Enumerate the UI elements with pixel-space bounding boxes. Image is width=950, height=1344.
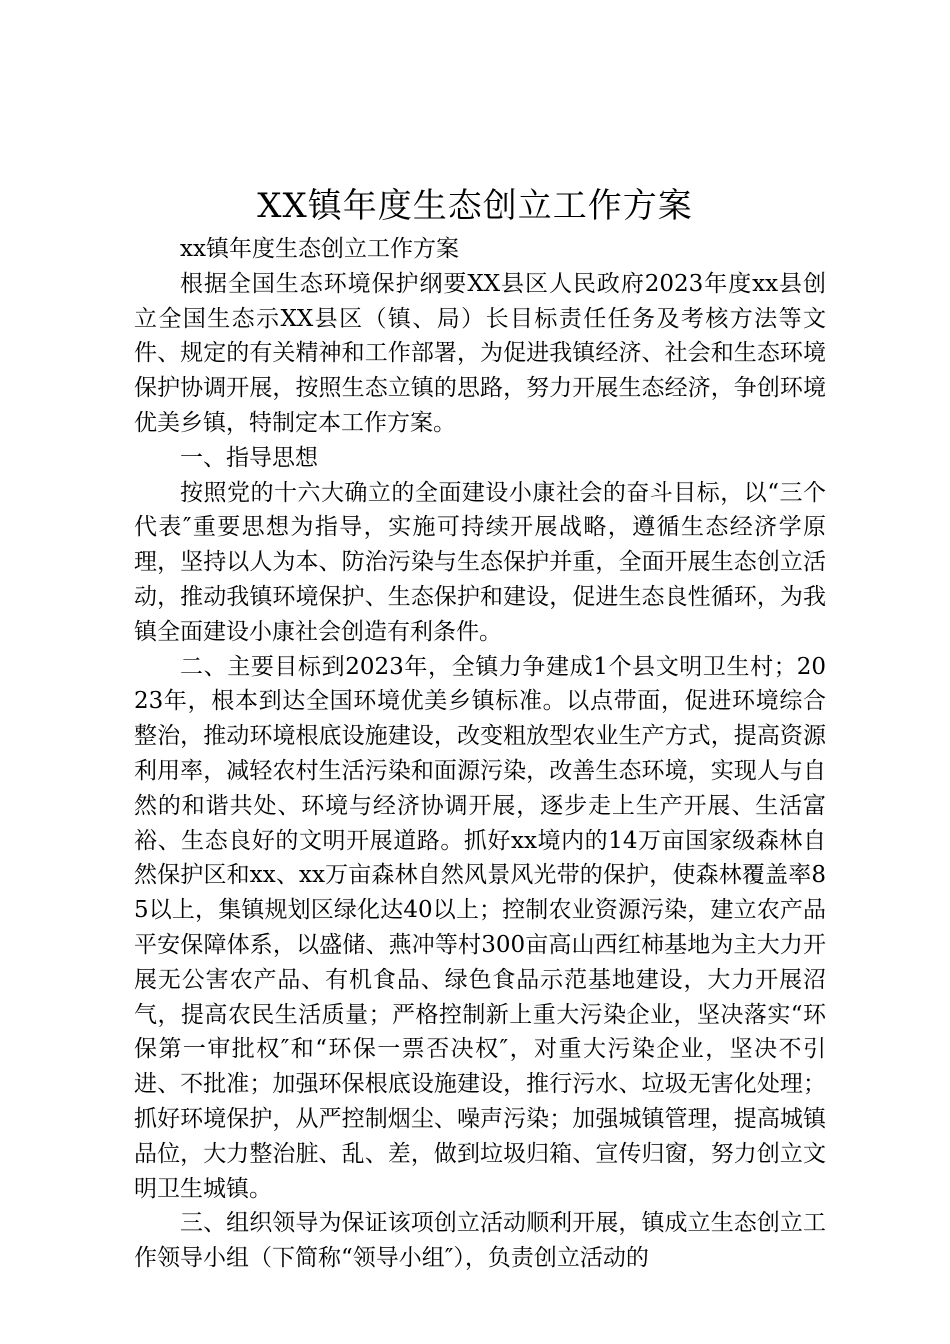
intro-paragraph: 根据全国生态环境保护纲要XX县区人民政府2023年度xx县创立全国生态示XX县区（镇、局）长目标责任任务及考核方法等文件、规定的有关精神和工作部署，为促进我镇经济、社会和生态环境保护协调开展，按照生态立镇的思路，努力开展生态经济，争创环境优美乡镇，特制定本工作方案。 [134, 270, 826, 436]
organization-paragraph: 三、组织领导为保证该项创立活动顺利开展，镇成立生态创立工作领导小组（下简称“领导小组″），负责创立活动的 [134, 1210, 826, 1272]
guiding-ideology-paragraph: 按照党的十六大确立的全面建设小康社会的奋斗目标，以“三个代表″重要思想为指导，实施可持续开展战略，遵循生态经济学原理，坚持以人为本、防治污染与生态保护并重，全面开展生态创立活动，推动我镇环境保护、生态保护和建设，促进生态良性循环，为我镇全面建设小康社会创造有利条件。 [134, 479, 826, 645]
document-title: XX镇年度生态创立工作方案 [257, 186, 693, 226]
section-heading-guiding-ideology: 一、指导思想 [180, 444, 318, 471]
main-goals-paragraph: 二、主要目标到2023年，全镇力争建成1个县文明卫生村；2023年，根本到达全国环境优美乡镇标准。以点带面，促进环境综合整治，推动环境根底设施建设，改变粗放型农业生产方式，提高资源利用率，减轻农村生活污染和面源污染，改善生态环境，实现人与自然的和谐共处、环境与经济协调开展，逐步走上生产开展、生活富裕、生态良好的文明开展道路。抓好xx境内的14万亩国家级森林自然保护区和xx、xx万亩森林自然风景风光带的保护，使森林覆盖率85以上，集镇规划区绿化达40以上；控制农业资源污染，建立农产品平安保障体系，以盛储、燕冲等村300亩高山西红柿基地为主大力开展无公害农产品、有机食品、绿色食品示范基地建设，大力开展沼气，提高农民生活质量；严格控制新上重大污染企业，坚决落实“环保第一审批权″和“环保一票否决权″，对重大污染企业，坚决不引进、不批准；加强环保根底设施建设，推行污水、垃圾无害化处理；抓好环境保护，从严控制烟尘、噪声污染；加强城镇管理，提高城镇品位，大力整治脏、乱、差，做到垃圾归箱、宣传归窗，努力创立文明卫生城镇。 [134, 653, 826, 1202]
document-body [134, 232, 826, 1276]
subtitle-paragraph: xx镇年度生态创立工作方案 [180, 236, 459, 262]
